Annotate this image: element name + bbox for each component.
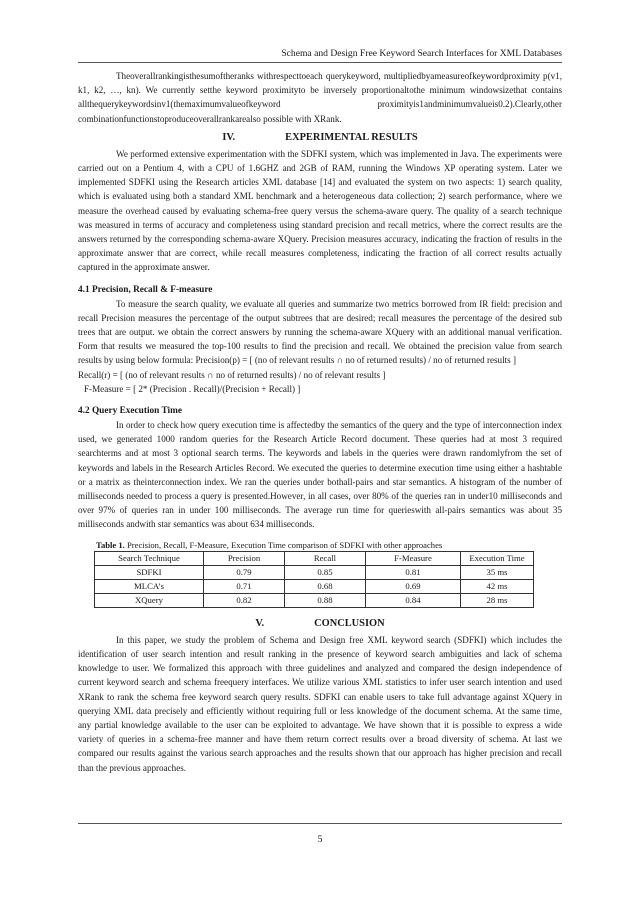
table-header-cell: Execution Time <box>461 551 534 565</box>
table-header-cell: Search Technique <box>95 551 204 565</box>
table-cell: 35 ms <box>461 565 534 579</box>
table-row <box>95 593 534 607</box>
table-header-cell: F-Measure <box>366 551 461 565</box>
table-1 <box>78 540 562 608</box>
table-cell: 0.82 <box>204 593 285 607</box>
table-cell: 0.88 <box>285 593 366 607</box>
table-caption-label: Table 1. <box>96 539 125 550</box>
table-cell: 0.79 <box>204 565 285 579</box>
recall-formula: Recall(r) = [ (no of relevant results ∩ no of returned results) / no of relevant results ] <box>78 369 386 380</box>
table-cell: MLCA’s <box>95 579 204 593</box>
table-caption-text: Precision, Recall, F-Measure, Execution Time comparison of SDFKI with other approaches <box>126 539 443 550</box>
query-execution-paragraph: In order to check how query execution time is affectedby the semantics of the query and the type of interconnection index used, we generated 1000 random queries for the Research Article Record document. These queries had at most 3 required searchterms and at most 3 optional search terms. The keywords and labels in the queries were drawn randomlyfrom the set of keywords and labels in the Research Articles Record. We executed the queries to determine execution time using either a hashtable or a matrix as theinterconnection index. We ran the queries under bothall-pairs and star semantics. A histogram of the number of milliseconds needed to process a query is presented.However, in all cases, over 80% of the queries ran in under10 milliseconds and over 97% of queries ran in under 100 milliseconds. The average run time for querieswith all-pairs semantics was about 35 milliseconds andwith star semantics was about 634 milliseconds. <box>78 420 562 530</box>
table-cell: XQuery <box>95 593 204 607</box>
page-footer <box>78 823 562 845</box>
table-header-row <box>95 551 534 565</box>
section-title: EXPERIMENTAL RESULTS <box>285 131 418 143</box>
table-caption <box>78 540 562 550</box>
table-header-cell: Precision <box>204 551 285 565</box>
table-cell: 28 ms <box>461 593 534 607</box>
section-number: V. <box>255 617 265 629</box>
table-cell: 0.84 <box>366 593 461 607</box>
table-row <box>95 565 534 579</box>
subsection-heading-query-execution: 4.2 Query Execution Time <box>78 406 182 417</box>
subsection-heading-precision-recall: 4.1 Precision, Recall & F-measure <box>78 284 213 295</box>
running-header: Schema and Design Free Keyword Search Interfaces for XML Databases <box>78 48 562 63</box>
section-heading-experimental-results <box>78 132 562 143</box>
table-cell: 0.68 <box>285 579 366 593</box>
table-cell: 0.71 <box>204 579 285 593</box>
f-measure-formula: F-Measure = [ 2* (Precision . Recall)/(Precision + Recall) ] <box>84 383 301 394</box>
precision-recall-paragraph: To measure the search quality, we evaluate all queries and summarize two metrics borrowed from IR field: precision and recall Precision measures the percentage of the output subtrees that are desired; recall measures the percentage of the desired sub trees that are output. we obtain the correct answers by running the schema-aware XQuery with an additional manual verification. Form that results we measured the top-100 results to find the precision and recall. We obtained the precision value from search results by using below formula: Precision(p) = [ (no of relevant results ∩ no of returned results) / no of returned results ] <box>78 298 562 366</box>
section-title: CONCLUSION <box>314 617 385 629</box>
experimental-results-paragraph: We performed extensive experimentation with the SDFKI system, which was implemented in Java. The experiments were carried out on a Pentium 4, with a CPU of 1.6GHZ and 2GB of RAM, running the Windows XP operating system. Later we implemented SDFKI using the Research articles XML database [14] and evaluated the system on two aspects: 1) search quality, which is evaluated using both a standard XML benchmark and a heterogeneous data collection; 2) search performance, where we measure the overhead caused by evaluating schema-free query versus the schema-aware query. The quality of a search technique was measured in terms of accuracy and completeness using standard precision and recall metrics, where the correct results are the answers returned by the corresponding schema-aware XQuery. Precision measures accuracy, indicating the fraction of results in the approximate answer that are correct, while recall measures completeness, indicating the fraction of all correct results actually captured in the approximate answer. <box>78 148 562 273</box>
section-heading-conclusion <box>78 618 562 629</box>
results-table <box>94 551 534 608</box>
table-cell: 0.69 <box>366 579 461 593</box>
page-number: 5 <box>317 834 323 845</box>
table-header-cell: Recall <box>285 551 366 565</box>
intro-paragraph: Theoverallrankingisthesumoftheranks withrespecttoeach querykeyword, multipliedbyameasureofkeywordproximity p(v1, k1, k2, …, kn). We currently setthe keyword proximityto be inversely proportionaltothe minimum windowsizethat contains allthequerykeywordsinv1(themaximumvalueofkeyword proximityis1andminimumvalueis0.2).Clearly,other combinationfunctionstoproduceoverallrankarealso possible with XRank. <box>78 71 562 124</box>
table-cell: 0.85 <box>285 565 366 579</box>
table-row <box>95 579 534 593</box>
table-cell: 0.81 <box>366 565 461 579</box>
page-content <box>78 48 562 775</box>
table-cell: 42 ms <box>461 579 534 593</box>
conclusion-paragraph: In this paper, we study the problem of Schema and Design free XML keyword search (SDFKI) which includes the identification of user search intention and result ranking in the presence of keyword search ambiguities and lack of schema knowledge to user. We formalized this approach with three guidelines and analyzed and compared the design independence of current keyword search and schema freequery interfaces. We utilize various XML statistics to infer user search intention and used XRank to rank the schema free keyword search query results. SDFKI can enable users to take full advantage against XQuery in querying XML data precisely and efficiently without requiring full or less knowledge of the document schema. At the same time, any partial knowledge available to the user can be exploited to advantage. We have shown that it is possible to express a wide variety of queries in a schema-free manner and have them return correct results over a broad diversity of schema. At last we compared our results against the various search approaches and the results shown that our approach has higher precision and recall than the previous approaches. <box>78 634 562 773</box>
section-number: IV. <box>222 131 236 143</box>
table-cell: SDFKI <box>95 565 204 579</box>
